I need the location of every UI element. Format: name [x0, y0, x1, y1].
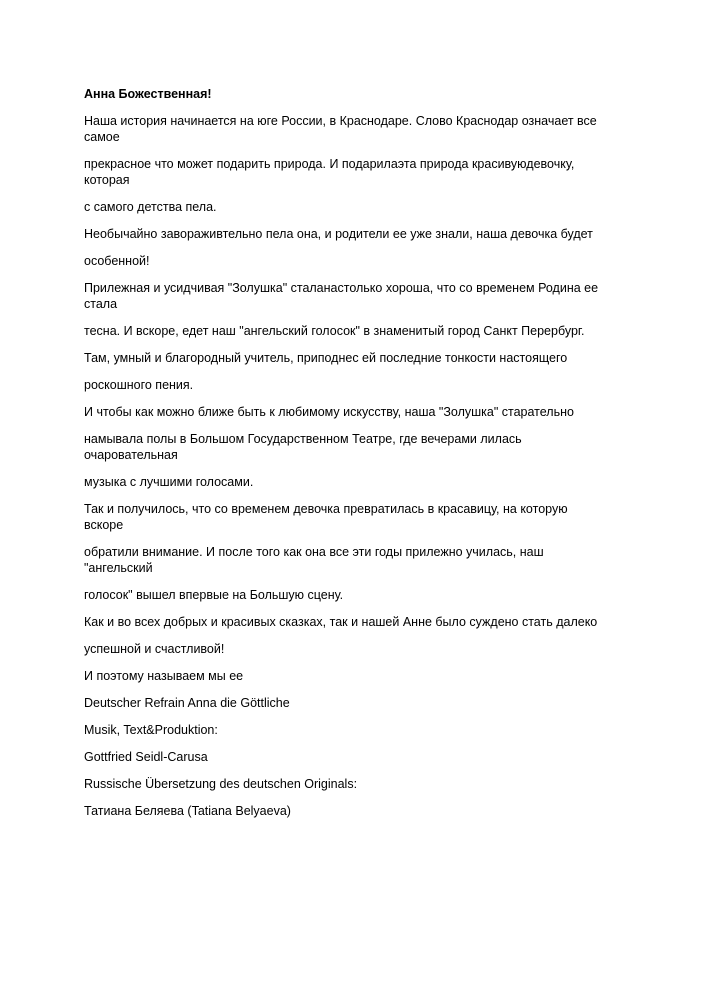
- text-line: Как и во всех добрых и красивых сказках, так и нашей Анне было суждено стать далеко: [84, 615, 598, 629]
- paragraph: [84, 544, 644, 576]
- paragraph: [84, 641, 644, 657]
- text-line: особенной!: [84, 254, 150, 268]
- text-line: Deutscher Refrain Anna die Göttliche: [84, 696, 290, 710]
- paragraph: [84, 431, 644, 463]
- paragraph: [84, 614, 644, 630]
- paragraph: [84, 587, 644, 603]
- text-line: Там, умный и благородный учитель, приподнес ей последние тонкости настоящего: [84, 351, 568, 365]
- text-line: очаровательная: [84, 448, 178, 462]
- paragraph: [84, 404, 644, 420]
- paragraph: [84, 722, 644, 738]
- text-line: самое: [84, 130, 120, 144]
- document-body: [84, 113, 644, 819]
- text-line: намывала полы в Большом Государственном Театре, где вечерами лилась: [84, 432, 522, 446]
- text-line: Наша история начинается на юге России, в Краснодаре. Слово Краснодар означает все: [84, 114, 597, 128]
- paragraph: [84, 377, 644, 393]
- text-line: Татиана Беляева (Tatiana Belyaeva): [84, 804, 291, 818]
- text-line: роскошного пения.: [84, 378, 194, 392]
- paragraph: [84, 749, 644, 765]
- paragraph: [84, 501, 644, 533]
- document-title: Анна Божественная!: [84, 87, 212, 101]
- text-line: обратили внимание. И после того как она все эти годы прилежно училась, наш: [84, 545, 544, 559]
- paragraph: [84, 668, 644, 684]
- text-line: Необычайно завораживтельно пела она, и родители ее уже знали, наша девочка будет: [84, 227, 593, 241]
- text-line: Musik, Text&Produktion:: [84, 723, 218, 737]
- text-line: прекрасное что может подарить природа. И подарилаэта природа красивуюдевочку,: [84, 157, 575, 171]
- paragraph: [84, 113, 644, 145]
- text-line: Gottfried Seidl-Carusa: [84, 750, 208, 764]
- paragraph: [84, 280, 644, 312]
- text-line: вскоре: [84, 518, 124, 532]
- paragraph: [84, 695, 644, 711]
- paragraph: [84, 350, 644, 366]
- text-line: голосок" вышел впервые на Большую сцену.: [84, 588, 344, 602]
- paragraph: [84, 803, 644, 819]
- text-line: стала: [84, 297, 118, 311]
- text-line: "ангельский: [84, 561, 153, 575]
- paragraph: [84, 776, 644, 792]
- text-line: которая: [84, 173, 130, 187]
- text-line: музыка с лучшими голосами.: [84, 475, 254, 489]
- paragraph: [84, 323, 644, 339]
- text-line: И поэтому называем мы ее: [84, 669, 244, 683]
- paragraph: [84, 253, 644, 269]
- text-line: успешной и счастливой!: [84, 642, 225, 656]
- text-line: с самого детства пела.: [84, 200, 217, 214]
- text-line: тесна. И вскоре, едет наш "ангельский голосок" в знаменитый город Санкт Перербург.: [84, 324, 585, 338]
- text-line: Так и получилось, что со временем девочка превратилась в красавицу, на которую: [84, 502, 568, 516]
- text-line: И чтобы как можно ближе быть к любимому искусству, наша "Золушка" старательно: [84, 405, 574, 419]
- paragraph: [84, 156, 644, 188]
- paragraph: [84, 199, 644, 215]
- text-line: Russische Übersetzung des deutschen Originals:: [84, 777, 358, 791]
- paragraph: [84, 226, 644, 242]
- text-line: Прилежная и усидчивая "Золушка" сталанастолько хороша, что со временем Родина ее: [84, 281, 599, 295]
- paragraph: [84, 474, 644, 490]
